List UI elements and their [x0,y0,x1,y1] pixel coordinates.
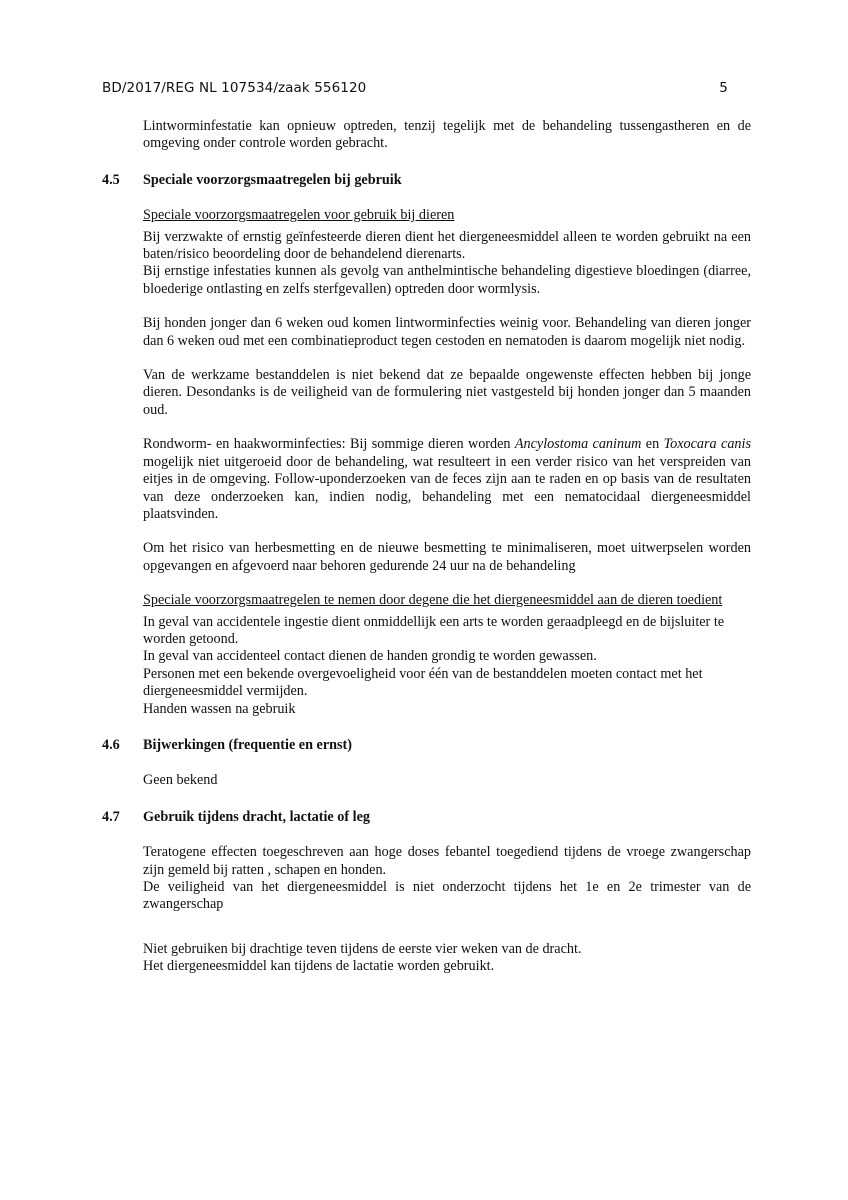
intro-paragraph: Lintworminfestatie kan opnieuw optreden, tenzij tegelijk met de behandeling tussengastheren en de omgeving onder controle worden gebracht. [143,118,751,152]
paragraph-reinfection: Om het risico van herbesmetting en de nieuwe besmetting te minimaliseren, moet uitwerpselen worden opgevangen en afgevoerd naar behoren gedurende 24 uur na de behandeling [143,540,751,574]
paragraph-young-dogs: Bij honden jonger dan 6 weken oud komen lintworminfecties weinig voor. Behandeling van dieren jonger dan 6 weken oud met een combinatieproduct tegen cestoden en nematoden is daarom mogelijk niet nodig. [143,315,751,349]
paragraph-safety-pregnancy: De veiligheid van het diergeneesmiddel is niet onderzocht tijdens het 1e en 2e trimester van de zwangerschap [143,879,751,913]
roundworm-text-c: mogelijk niet uitgeroeid door de behandeling, wat resulteert in een verder risico van het verspreiden van eitjes in de omgeving. Follow-uponderzoeken van de feces zijn aan te raden en op basis van de resultaten van deze onderzoeken kan, indien nodig, behandeling met een nematocidaal diergeneesmiddel plaatsvinden. [143,453,751,522]
section-heading-4-6 [102,737,752,754]
paragraph-wash-hands: Handen wassen na gebruik [143,700,296,717]
section-heading-4-7 [102,809,752,826]
section-number: 4.5 [102,171,120,188]
section-heading-4-5 [102,172,752,189]
section-number: 4.6 [102,736,120,753]
roundworm-text-a: Rondworm- en haakworminfecties: Bij sommige dieren worden [143,436,515,453]
section-title: Bijwerkingen (frequentie en ernst) [143,736,352,753]
paragraph-teratogenic: Teratogene effecten toegeschreven aan hoge doses febantel toegediend tijdens de vroege zwangerschap zijn gemeld bij ratten , schapen en honden. [143,844,751,878]
paragraph-severe-infestations: Bij ernstige infestaties kunnen als gevolg van anthelmintische behandeling digestieve bloedingen (diarree, bloederige ontlasting en zelfs sterfgevallen) optreden door wormlysis. [143,263,751,297]
species-ancylostoma: Ancylostoma caninum [514,436,642,453]
subsection-title-administrator: Speciale voorzorgsmaatregelen te nemen door degene die het diergeneesmiddel aan de dieren toedient [143,592,723,609]
page-header [102,80,728,96]
paragraph-lactation: Het diergeneesmiddel kan tijdens de lactatie worden gebruikt. [143,958,495,975]
section-number: 4.7 [102,808,120,825]
species-toxocara: Toxocara canis [663,436,751,453]
section-title: Gebruik tijdens dracht, lactatie of leg [143,808,370,825]
roundworm-text-b: en [641,436,664,453]
document-reference: BD/2017/REG NL 107534/zaak 556120 [102,80,367,96]
paragraph-ingestion: In geval van accidentele ingestie dient onmiddellijk een arts te worden geraadpleegd en de bijsluiter te worden getoond. [143,613,725,647]
paragraph-pregnant-dogs: Niet gebruiken bij drachtige teven tijdens de eerste vier weken van de dracht. [143,940,582,957]
subsection-title-animals: Speciale voorzorgsmaatregelen voor gebruik bij dieren [143,207,455,224]
paragraph-hypersensitivity: Personen met een bekende overgevoeligheid voor één van de bestanddelen moeten contact met het diergeneesmiddel vermijden. [143,665,703,700]
paragraph-contact: In geval van accidenteel contact dienen de handen grondig te worden gewassen. [143,648,597,665]
paragraph-side-effects: Geen bekend [143,772,218,789]
section-title: Speciale voorzorgsmaatregelen bij gebruik [143,171,402,188]
page-number: 5 [719,80,728,96]
paragraph-roundworm [143,436,751,523]
paragraph-weakened-animals: Bij verzwakte of ernstig geïnfesteerde dieren dient het diergeneesmiddel alleen te worden gebruikt na een baten/risico beoordeling door de behandelend dierenarts. [143,228,751,263]
document-body [102,118,752,976]
paragraph-young-animals-safety: Van de werkzame bestanddelen is niet bekend dat ze bepaalde ongewenste effecten hebben bij jonge dieren. Desondanks is de veiligheid van de formulering niet vastgesteld bij honden jonger dan 5 maanden oud. [143,367,751,418]
